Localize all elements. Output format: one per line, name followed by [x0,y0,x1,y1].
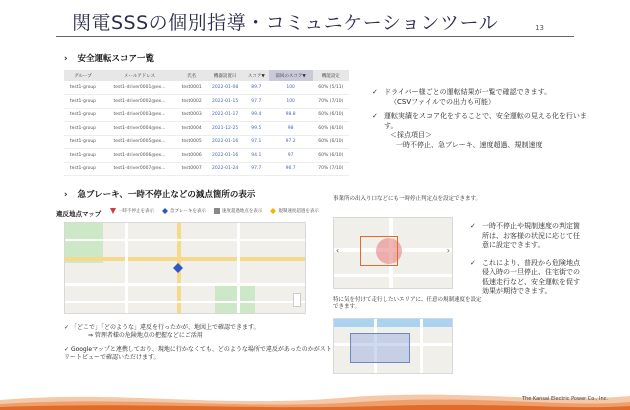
check-icon: ✓ [470,222,476,230]
bullet-item: ✓ 運転実績をスコア化をすることで、安全運転の見える化を行います。 ＜採点項目＞ 一時不停止、急ブレーキ、速度超過、規制速度 [372,112,587,149]
table-cell: 97.7 [244,95,269,109]
col-prev-score[interactable]: 前回のスコア▼ [269,70,313,81]
table-cell: 97.7 [244,162,269,176]
highlight-frame [360,236,398,266]
table-cell: 60% (6/10) [313,108,349,122]
table-cell: 2022-01-17 [206,108,244,122]
table-cell: 70% (7/10) [313,95,349,109]
table-cell: 89.7 [244,81,269,95]
table-cell: test1-driver0006@ex... [102,149,177,163]
map-caption-1: ✓ 「どこで」「どのような」違反を行ったかが、地図上で確認できます。 ⇒ 管理者様の危険地点の把握などにご活用 [64,324,260,339]
table-cell: test0003 [177,108,206,122]
table-cell: test0001 [177,81,206,95]
table-cell: 2021-12-25 [206,122,244,136]
table-cell: test1-group [64,95,102,109]
section2-heading: › 急ブレーキ、一時不停止などの減点箇所の表示 [64,190,256,200]
page-number: 13 [535,24,544,32]
gray-square-icon [214,208,220,214]
table-cell: test0005 [177,135,206,149]
table-row[interactable] [64,135,349,149]
col-score[interactable]: スコア▼ [244,70,269,81]
warning-sign-icon [270,208,276,214]
col-email[interactable]: メールアドレス [102,70,177,81]
table-cell: 2022-01-24 [206,162,244,176]
table-row[interactable] [64,122,349,136]
check-icon: ✓ [64,346,71,353]
table-cell: test1-group [64,135,102,149]
table-cell: test0007 [177,162,206,176]
speed-area-polygon[interactable] [350,333,410,363]
table-cell: test0004 [177,122,206,136]
chevron-right-icon: › [64,190,68,200]
section2-right-bullets [470,222,580,302]
company-name: The Kansai Electric Power Co., Inc. [522,396,608,402]
table-cell: test1-group [64,81,102,95]
table-cell: 2022-01-16 [206,135,244,149]
table-cell: 97.1 [244,135,269,149]
note-entrance: 事業所の出入り口などにも一時停止判定点を設定できます。 [333,196,482,202]
check-icon: ✓ [64,324,71,331]
table-cell: 98 [269,122,313,136]
table-row[interactable] [64,95,349,109]
table-cell: 97 [269,149,313,163]
table-cell: 97.2 [269,135,313,149]
note-speed-area: 特に気を付けて走行したいエリアに、任意の規制速度を設定できます。 [333,297,482,310]
table-cell: test1-group [64,108,102,122]
map-title: 違反地点マップ [56,210,102,218]
table-cell: test1-driver0004@ex... [102,122,177,136]
table-cell: test1-group [64,162,102,176]
table-cell: 99.5 [244,122,269,136]
table-cell: 98.8 [269,108,313,122]
legend-stop[interactable]: 一時不停止を表示 [110,208,154,214]
table-cell: test1-driver0005@ex... [102,135,177,149]
legend-brake[interactable]: 急ブレーキを表示 [162,208,206,214]
chevron-right-icon: › [64,54,68,64]
table-cell: 2022-01-16 [206,149,244,163]
table-cell: 2022-01-15 [206,95,244,109]
table-cell: 2022-01-08 [206,81,244,95]
table-cell: test0002 [177,95,206,109]
pan-right-icon[interactable]: › [446,246,450,255]
col-name[interactable]: 氏名 [177,70,206,81]
table-cell: test1-driver0003@ex... [102,108,177,122]
speed-area-map[interactable] [333,318,453,374]
check-icon: ✓ [470,258,476,267]
table-cell: 60% (6/10) [313,149,349,163]
page-title: 関電SSSの個別指導・コミュニケーションツール [72,12,499,34]
legend-speed[interactable]: 速度超過地点を表示 [214,208,263,214]
bullet-item: ✓ ドライバー様ごとの運転結果が一覧で確認できます。 （CSVファイルでの出力も可能） [372,88,552,106]
table-cell: test1-group [64,149,102,163]
table-row[interactable] [64,162,349,176]
title-underline [56,36,574,37]
col-function[interactable]: 機能設定 [313,70,349,81]
map-legend [110,208,319,214]
section1-heading: › 安全運転スコア一覧 [64,54,155,64]
legend-limit[interactable]: 規制速度超過を表示 [270,208,319,214]
table-cell: 94.1 [244,149,269,163]
blue-diamond-icon [162,208,168,214]
table-row[interactable] [64,149,349,163]
bullet-item: ✓ これにより、普段から危険地点侵入時の一旦停止、住宅街での低速走行など、安全運転を促す効果が期待できます。 [470,258,580,295]
table-cell: test0006 [177,149,206,163]
bullet-item: ✓ 一時不停止や規制速度の判定箇所は、お客様の状況に応じて任意に設定できます。 [470,222,580,249]
table-cell: 100 [269,95,313,109]
table-cell: 60% (6/10) [313,135,349,149]
red-triangle-icon [110,208,116,214]
table-cell: test1-driver0007@ex... [102,162,177,176]
check-icon: ✓ [372,112,378,120]
table-cell: 100 [269,81,313,95]
violation-map[interactable] [64,222,306,314]
zoom-control[interactable] [293,293,301,307]
table-row[interactable] [64,108,349,122]
table-cell: 60% (5/11) [313,81,349,95]
map-caption-2: ✓ Googleマップと連携しており、現地に行かなくても、どのような場所で違反があったのかがストリートビューで確認いただけます。 [64,346,332,361]
table-row[interactable] [64,81,349,95]
section1-bullets [372,88,587,155]
pan-left-icon[interactable]: ‹ [336,246,340,255]
table-cell: test1-driver0002@ex... [102,95,177,109]
check-icon: ✓ [372,88,378,96]
table-cell: 70% (7/10) [313,162,349,176]
score-table [64,70,349,176]
table-cell: test1-driver0001@ex... [102,81,177,95]
blue-diamond-marker[interactable] [173,263,183,273]
table-cell: 96.7 [269,162,313,176]
table-cell: test1-group [64,122,102,136]
score-table-header [64,70,349,81]
col-group[interactable]: グループ [64,70,102,81]
col-install-date[interactable]: 機器設置日 [206,70,244,81]
table-cell: 99.4 [244,108,269,122]
table-cell: 60% (6/10) [313,122,349,136]
